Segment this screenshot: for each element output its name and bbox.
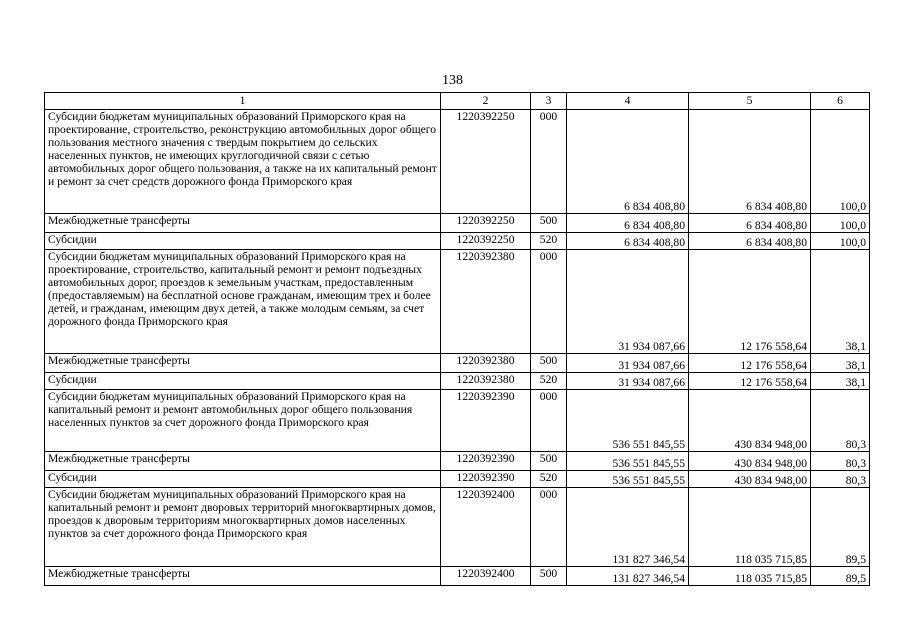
row-percent-text: 38,1 xyxy=(845,375,866,389)
row-percent-cell xyxy=(811,390,870,452)
row-name-text: Субсидии бюджетам муниципальных образований Приморского края на капитальный ремонт и ремонт дворовых территорий многоквартирных домов, проездов к дворовым территориям многоквартирных домов населенных пунктов за счет дорожного фонда Приморского края xyxy=(48,488,436,541)
row-code-cell xyxy=(441,390,531,452)
row-percent-cell xyxy=(811,354,870,373)
row-percent-cell xyxy=(811,488,870,567)
row-name-cell xyxy=(45,373,441,390)
row-name-cell xyxy=(45,488,441,567)
row-plan-amount-text: 6 834 408,80 xyxy=(624,235,685,249)
table-row xyxy=(45,390,870,452)
row-actual-amount-text: 6 834 408,80 xyxy=(746,235,807,249)
row-type-text: 000 xyxy=(539,110,558,123)
table-row xyxy=(45,354,870,373)
row-type-text: 000 xyxy=(539,488,558,501)
budget-table xyxy=(44,92,870,586)
table-row xyxy=(45,567,870,586)
row-code-text: 1220392380 xyxy=(456,373,515,386)
row-actual-amount-text: 6 834 408,80 xyxy=(746,218,807,232)
row-actual-amount-text: 430 834 948,00 xyxy=(734,456,807,470)
row-actual-amount-text: 118 035 715,85 xyxy=(734,571,807,585)
row-code-text: 1220392250 xyxy=(456,214,515,227)
row-percent-text: 80,3 xyxy=(845,456,866,470)
row-plan-amount-cell xyxy=(567,354,689,373)
row-actual-amount-text: 430 834 948,00 xyxy=(734,473,807,487)
row-code-cell xyxy=(441,471,531,488)
row-plan-amount-cell xyxy=(567,471,689,488)
row-type-text: 500 xyxy=(539,214,558,227)
row-plan-amount-text: 536 551 845,55 xyxy=(612,456,685,470)
row-percent-text: 38,1 xyxy=(845,339,866,353)
row-name-text: Межбюджетные трансферты xyxy=(48,567,190,580)
row-percent-cell xyxy=(811,373,870,390)
row-plan-amount-text: 536 551 845,55 xyxy=(612,437,685,451)
row-code-cell xyxy=(441,110,531,214)
row-code-cell xyxy=(441,488,531,567)
row-plan-amount-cell xyxy=(567,373,689,390)
row-actual-amount-text: 12 176 558,64 xyxy=(740,375,807,389)
row-percent-text: 80,3 xyxy=(845,437,866,451)
row-type-cell xyxy=(531,250,567,354)
row-plan-amount-cell xyxy=(567,452,689,471)
row-type-cell xyxy=(531,233,567,250)
row-name-text: Субсидии бюджетам муниципальных образований Приморского края на проектирование, строительство, реконструкцию автомобильных дорог общего пользования местного значения с твердым покрытием до сельских населенных пунктов, не имеющих круглогодичной связи с сетью автомобильных дорог общего пользования, а также на их капитальный ремонт и ремонт за счет средств дорожного фонда Приморского края xyxy=(48,110,437,189)
row-type-cell xyxy=(531,354,567,373)
row-actual-amount-cell xyxy=(689,233,811,250)
row-percent-text: 80,3 xyxy=(845,473,866,487)
row-code-text: 1220392390 xyxy=(456,452,515,465)
column-header: 5 xyxy=(689,93,811,110)
row-code-text: 1220392400 xyxy=(456,567,515,580)
row-name-cell xyxy=(45,390,441,452)
row-actual-amount-text: 118 035 715,85 xyxy=(734,552,807,566)
row-actual-amount-cell xyxy=(689,567,811,586)
row-type-cell xyxy=(531,567,567,586)
table-row xyxy=(45,110,870,214)
row-plan-amount-cell xyxy=(567,488,689,567)
row-type-cell xyxy=(531,471,567,488)
row-actual-amount-cell xyxy=(689,214,811,233)
row-type-cell xyxy=(531,390,567,452)
row-code-cell xyxy=(441,567,531,586)
row-plan-amount-cell xyxy=(567,390,689,452)
row-actual-amount-cell xyxy=(689,471,811,488)
row-percent-cell xyxy=(811,110,870,214)
column-header: 6 xyxy=(811,93,870,110)
row-name-cell xyxy=(45,452,441,471)
column-header: 1 xyxy=(45,93,441,110)
row-plan-amount-cell xyxy=(567,250,689,354)
row-type-cell xyxy=(531,110,567,214)
row-code-cell xyxy=(441,373,531,390)
row-type-cell xyxy=(531,373,567,390)
table-row xyxy=(45,471,870,488)
row-name-cell xyxy=(45,250,441,354)
row-plan-amount-cell xyxy=(567,233,689,250)
table-row xyxy=(45,233,870,250)
row-name-text: Субсидии xyxy=(48,233,97,246)
row-name-text: Субсидии xyxy=(48,373,97,386)
row-code-text: 1220392250 xyxy=(456,233,515,246)
row-code-text: 1220392400 xyxy=(456,488,515,501)
row-percent-text: 100,0 xyxy=(839,235,866,249)
row-plan-amount-text: 6 834 408,80 xyxy=(624,218,685,232)
row-plan-amount-text: 131 827 346,54 xyxy=(612,571,685,585)
row-actual-amount-cell xyxy=(689,452,811,471)
row-percent-cell xyxy=(811,250,870,354)
row-type-text: 500 xyxy=(539,452,558,465)
row-actual-amount-text: 6 834 408,80 xyxy=(746,199,807,213)
row-code-cell xyxy=(441,452,531,471)
row-plan-amount-text: 536 551 845,55 xyxy=(612,473,685,487)
row-name-cell xyxy=(45,567,441,586)
row-actual-amount-cell xyxy=(689,488,811,567)
row-code-text: 1220392380 xyxy=(456,354,515,367)
row-percent-cell xyxy=(811,233,870,250)
row-percent-cell xyxy=(811,452,870,471)
row-actual-amount-text: 430 834 948,00 xyxy=(734,437,807,451)
row-actual-amount-cell xyxy=(689,354,811,373)
row-actual-amount-cell xyxy=(689,250,811,354)
row-plan-amount-text: 6 834 408,80 xyxy=(624,199,685,213)
row-code-text: 1220392390 xyxy=(456,390,515,403)
row-code-text: 1220392380 xyxy=(456,250,515,263)
row-percent-text: 89,5 xyxy=(845,552,866,566)
row-name-text: Межбюджетные трансферты xyxy=(48,354,190,367)
table-row xyxy=(45,373,870,390)
page-number: 138 xyxy=(442,73,463,88)
row-percent-cell xyxy=(811,567,870,586)
row-percent-cell xyxy=(811,214,870,233)
row-percent-text: 89,5 xyxy=(845,571,866,585)
row-code-cell xyxy=(441,354,531,373)
column-header: 2 xyxy=(441,93,531,110)
row-plan-amount-text: 31 934 087,66 xyxy=(618,339,685,353)
row-name-cell xyxy=(45,233,441,250)
row-actual-amount-cell xyxy=(689,110,811,214)
table-row xyxy=(45,214,870,233)
row-plan-amount-text: 31 934 087,66 xyxy=(618,375,685,389)
column-header: 4 xyxy=(567,93,689,110)
column-header-row xyxy=(45,93,870,110)
row-percent-text: 38,1 xyxy=(845,358,866,372)
row-type-cell xyxy=(531,452,567,471)
row-name-cell xyxy=(45,471,441,488)
row-name-text: Межбюджетные трансферты xyxy=(48,214,190,227)
row-plan-amount-cell xyxy=(567,567,689,586)
row-name-text: Субсидии бюджетам муниципальных образований Приморского края на проектирование, строительство, капитальный ремонт и ремонт подъездных автомобильных дорог, проездов к земельным участкам, предоставленным (предоставляемым) на бесплатной основе гражданам, имеющим трех и более детей, и гражданам, имеющим двух детей, а также молодым семьям, за счет дорожного фонда Приморского края xyxy=(48,250,431,329)
row-type-cell xyxy=(531,488,567,567)
row-name-text: Межбюджетные трансферты xyxy=(48,452,190,465)
row-type-text: 500 xyxy=(539,354,558,367)
row-plan-amount-text: 31 934 087,66 xyxy=(618,358,685,372)
row-name-text: Субсидии xyxy=(48,471,97,484)
row-name-cell xyxy=(45,354,441,373)
row-type-text: 520 xyxy=(539,233,558,246)
row-type-cell xyxy=(531,214,567,233)
row-plan-amount-cell xyxy=(567,214,689,233)
row-plan-amount-cell xyxy=(567,110,689,214)
row-type-text: 520 xyxy=(539,373,558,386)
row-type-text: 500 xyxy=(539,567,558,580)
table-row xyxy=(45,452,870,471)
row-code-text: 1220392250 xyxy=(456,110,515,123)
row-code-text: 1220392390 xyxy=(456,471,515,484)
row-name-text: Субсидии бюджетам муниципальных образований Приморского края на капитальный ремонт и ремонт автомобильных дорог общего пользования населенных пунктов за счет дорожного фонда Приморского края xyxy=(48,390,413,430)
row-plan-amount-text: 131 827 346,54 xyxy=(612,552,685,566)
row-name-cell xyxy=(45,214,441,233)
row-code-cell xyxy=(441,214,531,233)
row-type-text: 520 xyxy=(539,471,558,484)
row-actual-amount-cell xyxy=(689,390,811,452)
row-type-text: 000 xyxy=(539,390,558,403)
row-percent-text: 100,0 xyxy=(839,218,866,232)
row-actual-amount-text: 12 176 558,64 xyxy=(740,339,807,353)
row-name-cell xyxy=(45,110,441,214)
row-code-cell xyxy=(441,250,531,354)
table-row xyxy=(45,488,870,567)
column-header: 3 xyxy=(531,93,567,110)
row-code-cell xyxy=(441,233,531,250)
table-row xyxy=(45,250,870,354)
row-percent-cell xyxy=(811,471,870,488)
row-type-text: 000 xyxy=(539,250,558,263)
row-percent-text: 100,0 xyxy=(839,199,866,213)
row-actual-amount-text: 12 176 558,64 xyxy=(740,358,807,372)
row-actual-amount-cell xyxy=(689,373,811,390)
